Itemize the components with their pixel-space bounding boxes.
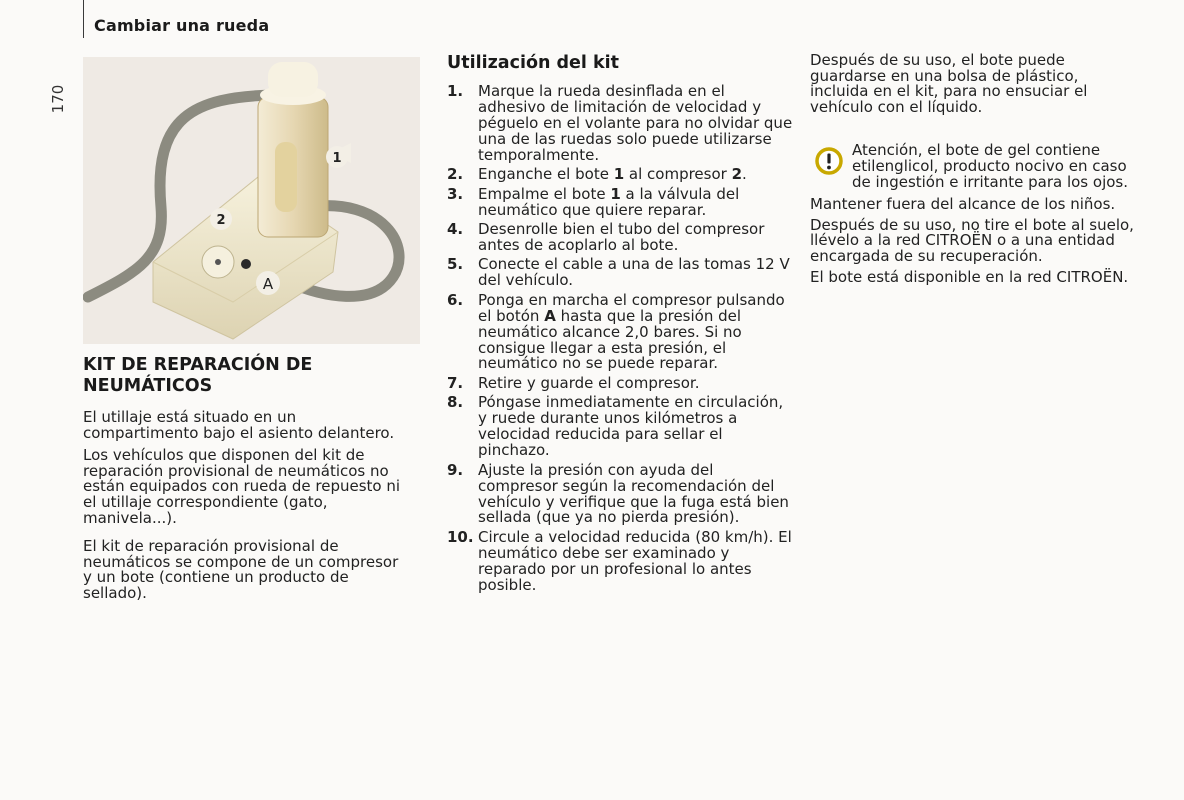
step-text bbox=[478, 167, 793, 183]
after-use-note: Después de su uso, el bote puede guardarse en una bolsa de plástico, incluida en el kit, para no ensuciar el vehículo con el líquido. bbox=[810, 51, 1088, 116]
step-item bbox=[447, 167, 793, 183]
page-number-text: 170 bbox=[49, 84, 67, 114]
callout-a: A bbox=[262, 275, 274, 293]
step-text: Marque la rueda desinflada en el adhesivo de limitación de velocidad y péguelo en el volante para no olvidar que una de las ruedas solo puede utilizarse temporalmente. bbox=[478, 82, 793, 164]
step-text-part: al compresor bbox=[624, 165, 732, 184]
network-note: El bote está disponible en la red CITROËN. bbox=[810, 267, 1129, 286]
step-text: Póngase inmediatamente en circulación, y ruede durante unos kilómetros a velocidad reducida para sellar el pinchazo. bbox=[478, 393, 784, 460]
step-item bbox=[447, 184, 793, 219]
warning-icon-bar bbox=[827, 154, 830, 164]
step-text: Conecte el cable a una de las tomas 12 V del vehículo. bbox=[478, 255, 790, 290]
bottle-cap bbox=[268, 62, 318, 97]
usage-steps bbox=[447, 84, 793, 597]
step-text bbox=[478, 184, 793, 219]
bottle-label bbox=[275, 142, 297, 212]
step-text-part: Empalme el bote bbox=[478, 184, 611, 203]
callout-2: 2 bbox=[216, 213, 226, 228]
intro-paragraph-3: El kit de reparación provisional de neumáticos se compone de un compresor y un bote (contiene un producto de sellado). bbox=[83, 537, 399, 602]
step-text bbox=[478, 290, 793, 373]
disposal-note: Después de su uso, no tire el bote al suelo, llévelo a la red CITROËN o a una entidad encargada de su recuperación. bbox=[810, 215, 1134, 265]
step-ref-button-a: A bbox=[544, 306, 556, 325]
step-number: 2. bbox=[447, 165, 464, 184]
section-title: KIT DE REPARACIÓN DE NEUMÁTICOS bbox=[83, 355, 313, 396]
button-a-dot bbox=[241, 259, 251, 269]
step-text-part: hasta que la presión del neumático alcance 2,0 bares. Si no consigue llegar a esta presión, el neumático no se puede reparar. bbox=[478, 306, 742, 373]
step-text: Retire y guarde el compresor. bbox=[478, 373, 700, 392]
warning-text: Atención, el bote de gel contiene etilenglicol, producto nocivo en caso de ingestión e irritante para los ojos. bbox=[852, 141, 1128, 191]
step-text-part: Ponga en marcha el compresor pulsando el botón bbox=[478, 290, 785, 325]
callout-1: 1 bbox=[332, 151, 342, 166]
step-number: 5. bbox=[447, 255, 464, 274]
usage-title: Utilización del kit bbox=[447, 53, 620, 73]
step-number: 8. bbox=[447, 393, 464, 412]
step-text: Circule a velocidad reducida (80 km/h). El neumático debe ser examinado y reparado por un profesional lo antes posible. bbox=[478, 527, 792, 594]
step-number: 1. bbox=[447, 82, 464, 100]
step-ref-bottle: 1 bbox=[613, 165, 625, 184]
gauge-center bbox=[215, 259, 221, 265]
header-divider bbox=[83, 0, 84, 38]
step-item bbox=[447, 373, 793, 392]
step-item bbox=[447, 84, 793, 164]
page-header-title: Cambiar una rueda bbox=[94, 16, 270, 35]
step-item bbox=[447, 257, 793, 289]
step-text: Desenrolle bien el tubo del compresor antes de acoplarlo al bote. bbox=[478, 220, 765, 254]
page-number bbox=[40, 78, 70, 118]
step-text: Ajuste la presión con ayuda del compresor según la recomendación del vehículo y verifique que la fuga está bien sellada (que ya no pierda presión). bbox=[478, 460, 789, 527]
step-text-part: . bbox=[742, 165, 747, 184]
step-item bbox=[447, 395, 793, 459]
step-number: 6. bbox=[447, 290, 464, 309]
children-note: Mantener fuera del alcance de los niños. bbox=[810, 195, 1116, 214]
repair-kit-drawing bbox=[83, 57, 420, 344]
step-item bbox=[447, 290, 793, 373]
repair-kit-illustration bbox=[83, 57, 420, 344]
intro-paragraph-1: El utillaje está situado en un compartimento bajo el asiento delantero. bbox=[83, 408, 395, 442]
step-ref-bottle: 1 bbox=[610, 184, 621, 203]
warning-icon-dot bbox=[827, 166, 831, 170]
notes-column bbox=[810, 53, 1140, 290]
step-number: 3. bbox=[447, 184, 464, 203]
step-ref-compressor: 2 bbox=[731, 165, 743, 184]
step-item bbox=[447, 460, 793, 527]
step-number: 9. bbox=[447, 460, 464, 479]
warning-block bbox=[810, 143, 1140, 190]
step-number: 4. bbox=[447, 220, 464, 239]
intro-paragraph-2: Los vehículos que disponen del kit de reparación provisional de neumáticos no están equipados con rueda de repuesto ni el utillaje correspondiente (gato, manivela...). bbox=[83, 446, 401, 527]
step-text-part: a la válvula del neumático que quiere reparar. bbox=[478, 184, 740, 219]
step-text-part: Enganche el bote bbox=[478, 165, 614, 184]
step-number: 7. bbox=[447, 373, 464, 392]
step-item bbox=[447, 222, 793, 254]
warning-icon bbox=[815, 147, 843, 175]
step-item bbox=[447, 527, 793, 594]
intro-column bbox=[83, 410, 403, 609]
step-number: 10. bbox=[447, 527, 474, 546]
